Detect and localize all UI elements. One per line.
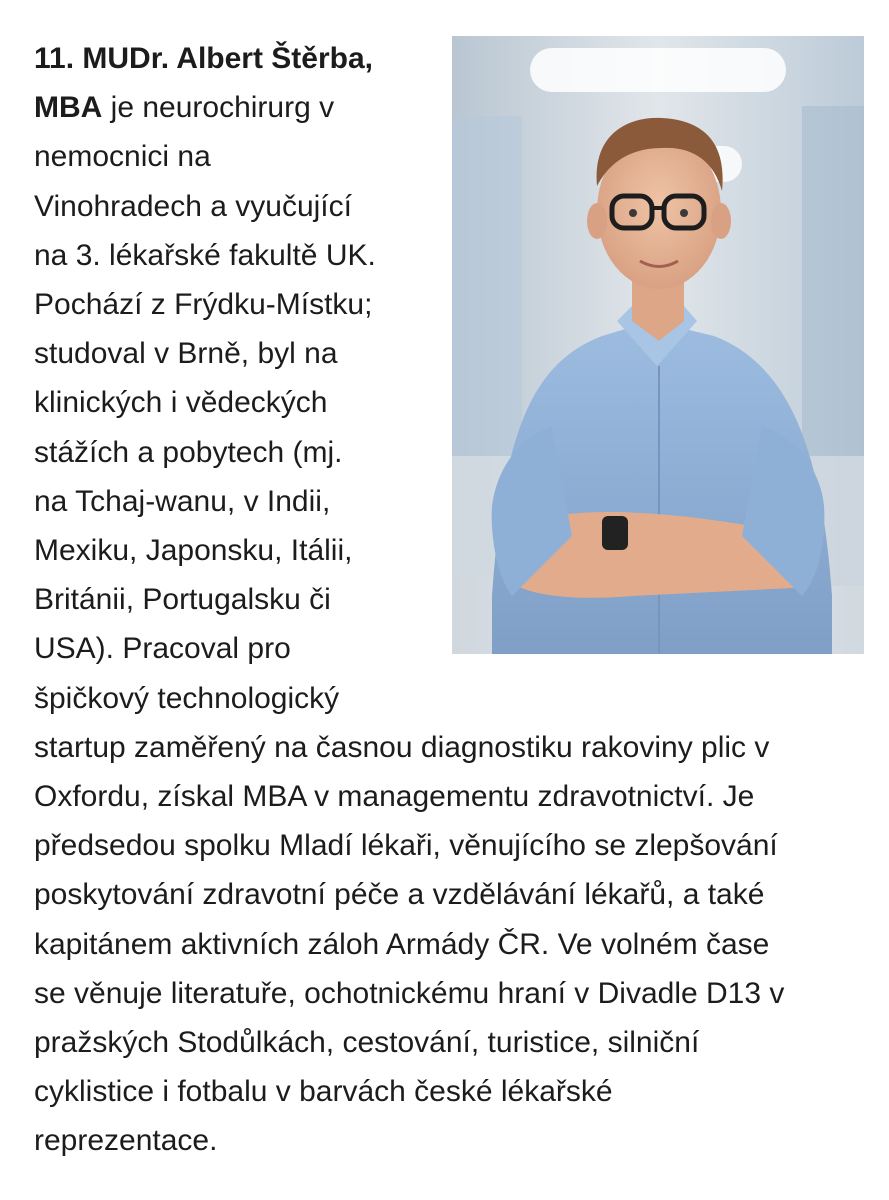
text-line: na 3. lékařské fakultě UK.: [34, 238, 376, 272]
text-line: studoval v Brně, byl na: [34, 337, 338, 371]
text-line: Mexiku, Japonsku, Itálii,: [34, 534, 353, 568]
text-line: USA). Pracoval pro: [34, 632, 291, 666]
text-line: startup zaměřený na časnou diagnostiku rakoviny plic v: [34, 730, 770, 764]
portrait-photo: [452, 36, 864, 654]
text-line: Oxfordu, získal MBA v managementu zdravotnictví. Je: [34, 780, 755, 814]
lead-rest: je neurochirurg v: [102, 91, 335, 125]
text-line: na Tchaj-wanu, v Indii,: [34, 484, 331, 518]
text-line: cyklistice i fotbalu v barvách české lékařské: [34, 1075, 613, 1109]
text-line: pražských Stodůlkách, cestování, turistice, silniční: [34, 1026, 700, 1060]
portrait-illustration: [452, 36, 864, 654]
text-line: stážích a pobytech (mj.: [34, 435, 343, 469]
text-line: se věnuje literatuře, ochotnickému hraní v Divadle D13 v: [34, 976, 785, 1010]
text-line: Británii, Portugalsku či: [34, 583, 331, 617]
text-line: klinických i vědeckých: [34, 386, 328, 420]
text-line: poskytování zdravotní péče a vzdělávání lékařů, a také: [34, 878, 765, 912]
article-text: [34, 34, 864, 1166]
text-line: kapitánem aktivních záloh Armády ČR. Ve volném čase: [34, 927, 770, 961]
text-line: předsedou spolku Mladí lékaři, věnujícího se zlepšování: [34, 829, 778, 863]
text-line: Vinohradech a vyučující: [34, 189, 352, 223]
text-line: nemocnici na: [34, 140, 211, 174]
text-line: reprezentace.: [34, 1124, 218, 1158]
lead-title: MBA: [34, 91, 103, 125]
text-line: Pochází z Frýdku-Místku;: [34, 288, 373, 322]
lead-name: 11. MUDr. Albert Štěrba,: [34, 42, 373, 75]
text-line: špičkový technologický: [34, 681, 340, 715]
